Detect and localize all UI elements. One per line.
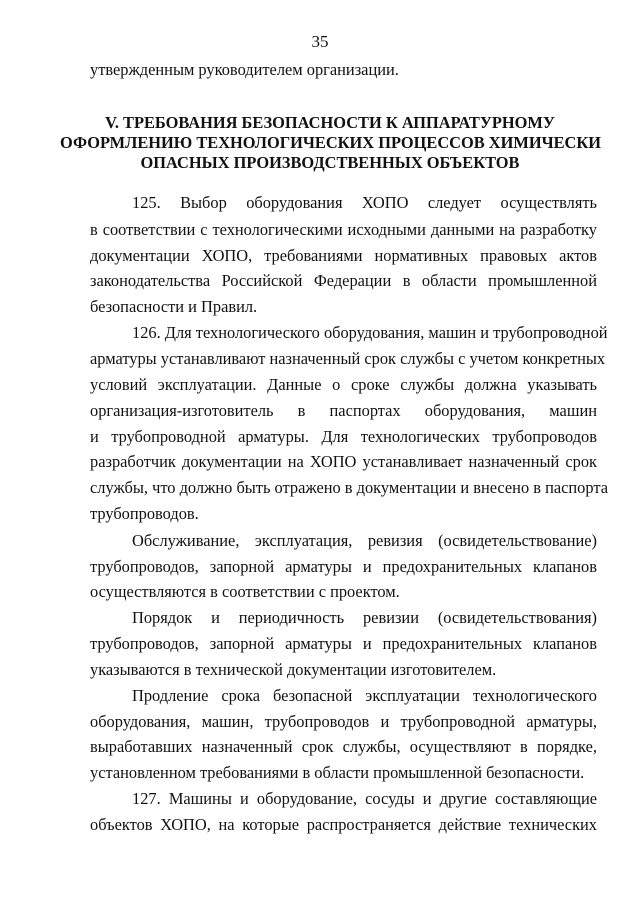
paragraph-125-line: документации ХОПО, требованиями нормативных правовых актов (90, 246, 597, 265)
paragraph-service-line: трубопроводов, запорной арматуры и предохранительных клапанов (90, 557, 597, 576)
paragraph-extension-line: выработавших назначенный срок службы, осуществляют в порядке, (90, 737, 597, 756)
paragraph-order-line: Порядок и периодичность ревизии (освидетельствования) (132, 608, 597, 627)
paragraph-127-line: объектов ХОПО, на которые распространяется действие технических (90, 815, 597, 834)
paragraph-extension-line: Продление срока безопасной эксплуатации технологического (132, 686, 597, 705)
paragraph-126-line: 126. Для технологического оборудования, машин и трубопроводной (132, 323, 608, 342)
paragraph-126-line: и трубопроводной арматуры. Для технологических трубопроводов (90, 427, 597, 446)
page-number: 35 (311, 32, 329, 51)
paragraph-126-line: трубопроводов. (90, 504, 199, 523)
section-heading-line-3: ОПАСНЫХ ПРОИЗВОДСТВЕННЫХ ОБЪЕКТОВ (140, 153, 520, 172)
paragraph-125-line: законодательства Российской Федерации в области промышленной (90, 271, 597, 290)
paragraph-extension-line: установленном требованиями в области промышленной безопасности. (90, 763, 585, 782)
section-heading-line-2: ОФОРМЛЕНИЮ ТЕХНОЛОГИЧЕСКИХ ПРОЦЕССОВ ХИМИЧЕСКИ (60, 133, 602, 152)
intro-line: утвержденным руководителем организации. (90, 60, 399, 79)
paragraph-126-line: службы, что должно быть отражено в документации и внесено в паспорта (90, 478, 608, 497)
paragraph-125-line: 125. Выбор оборудования ХОПО следует осуществлять (132, 193, 597, 212)
paragraph-126-line: организация-изготовитель в паспортах оборудования, машин (90, 401, 597, 420)
paragraph-126-line: условий эксплуатации. Данные о сроке службы должна указывать (90, 375, 597, 394)
paragraph-order-line: трубопроводов, запорной арматуры и предохранительных клапанов (90, 634, 597, 653)
paragraph-126-line: разработчик документации на ХОПО устанавливает назначенный срок (90, 452, 597, 471)
paragraph-extension-line: оборудования, машин, трубопроводов и трубопроводной арматуры, (90, 712, 597, 731)
paragraph-order-line: указываются в технической документации изготовителем. (90, 660, 497, 679)
paragraph-125-line: в соответствии с технологическими исходными данными на разработку (90, 220, 597, 239)
section-heading-line-1: V. ТРЕБОВАНИЯ БЕЗОПАСНОСТИ К АППАРАТУРНОМУ (105, 113, 555, 132)
paragraph-126-line: арматуры устанавливают назначенный срок службы с учетом конкретных (90, 349, 606, 368)
paragraph-service-line: осуществляются в соответствии с проектом. (90, 582, 400, 601)
paragraph-127-line: 127. Машины и оборудование, сосуды и другие составляющие (132, 789, 597, 808)
paragraph-service-line: Обслуживание, эксплуатация, ревизия (освидетельствование) (132, 531, 597, 550)
paragraph-125-line: безопасности и Правил. (90, 297, 258, 316)
